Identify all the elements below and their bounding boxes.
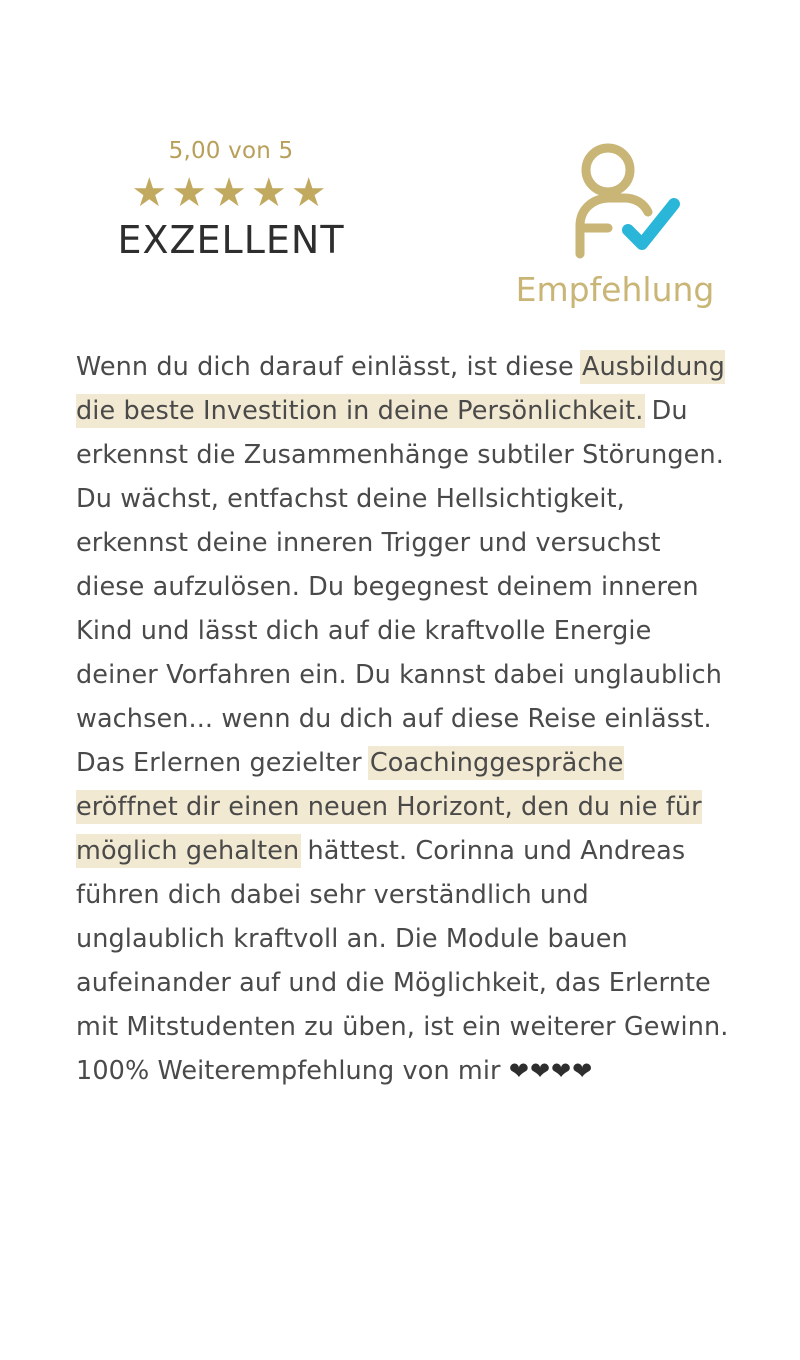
rating-score-text: 5,00 von 5 xyxy=(168,138,294,164)
review-header xyxy=(0,140,800,330)
review-body xyxy=(76,345,731,1093)
recommendation-block xyxy=(480,142,750,310)
review-segment-2: Du erkennst die Zusammenhänge subtiler Störungen. Du wächst, entfachst deine Hellsichtigkeit, erkennst deine inneren Trigger und versuchst diese aufzulösen. Du begegnest deinem inneren Kind und lässt dich auf die kraftvolle Energie deiner Vorfahren ein. Du kannst dabei unglaublich wachsen... wenn du dich auf diese Reise einlässt. Das Erlernen gezielter xyxy=(76,396,724,778)
review-highlight-2: Coachinggespräche eröffnet dir einen neuen Horizont, den du nie für möglich gehalten xyxy=(76,748,702,866)
person-check-icon xyxy=(550,142,680,262)
heart-icons: ❤❤❤❤ xyxy=(508,1057,594,1085)
review-highlight-1: Ausbildung die beste Investition in deine Persönlichkeit. xyxy=(76,352,725,426)
rating-label: EXZELLENT xyxy=(117,218,345,262)
review-segment-1: Wenn du dich darauf einlässt, ist diese xyxy=(76,352,582,382)
star-rating-icons: ★★★★★ xyxy=(131,170,331,216)
review-segment-3: hättest. Corinna und Andreas führen dich dabei sehr verständlich und unglaublich kraftvoll an. Die Module bauen aufeinander auf und die Möglichkeit, das Erlernte mit Mitstudenten zu üben, ist ein weiterer Gewinn. 100% Weiterempfehlung von mir xyxy=(76,836,729,1086)
recommendation-label: Empfehlung xyxy=(515,270,715,309)
rating-block xyxy=(76,140,386,263)
